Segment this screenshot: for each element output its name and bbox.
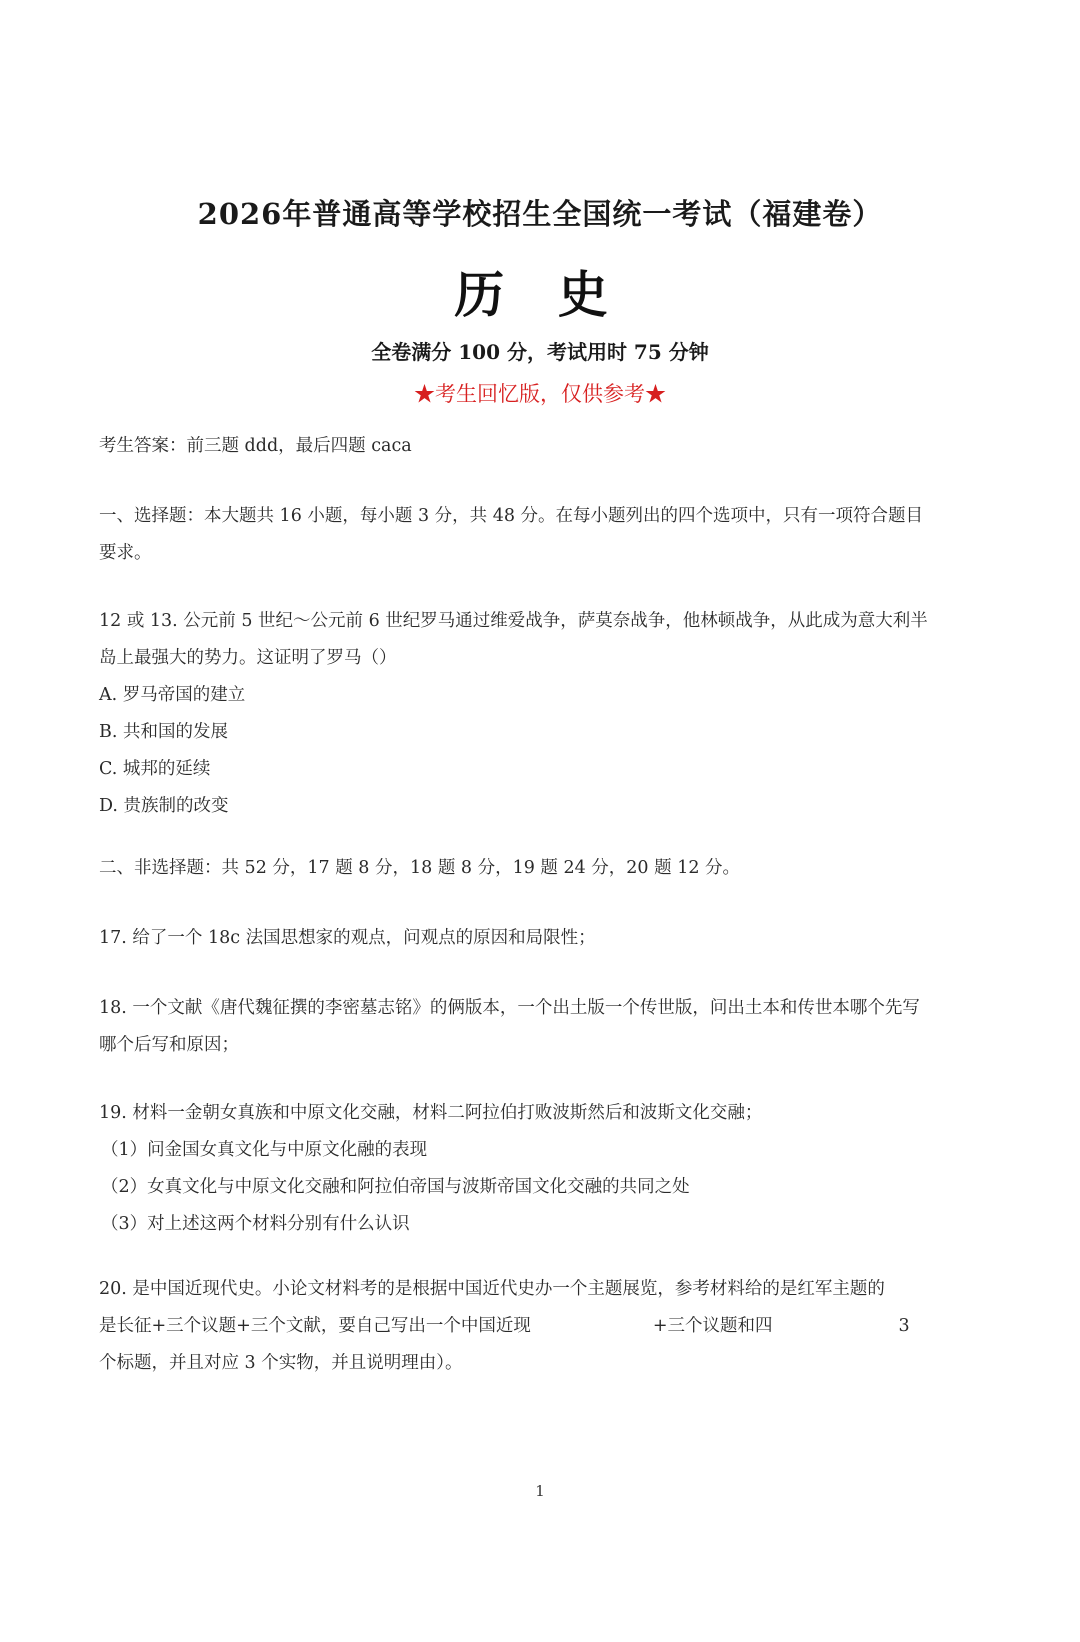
option-b: B. 共和国的发展 xyxy=(99,722,228,742)
exam-title: 2026年普通高等学校招生全国统一考试（福建卷） xyxy=(197,197,883,231)
question-20-line-2-part-a: 是长征+三个议题+三个文献，要自己写出一个中国近现 xyxy=(99,1316,531,1336)
recall-notice: ★考生回忆版，仅供参考★ xyxy=(414,382,666,406)
question-20-line-2-part-b: +三个议题和四 xyxy=(652,1316,773,1336)
question-20 xyxy=(99,1271,989,1382)
subject-heading: 历 史 xyxy=(454,265,626,324)
question-12 xyxy=(99,603,989,825)
section-2-instructions xyxy=(99,850,989,887)
option-d: D. 贵族制的改变 xyxy=(99,796,229,816)
question-20-line-1: 20. 是中国近现代史。小论文材料考的是根据中国近代史办一个主题展览，参考材料给的是红军主题的 xyxy=(99,1279,885,1299)
question-12-stem-line-2: 岛上最强大的势力。这证明了罗马（） xyxy=(99,648,397,668)
section-1-line-1: 一、选择题：本大题共 16 小题，每小题 3 分，共 48 分。在每小题列出的四个选项中，只有一项符合题目 xyxy=(99,506,924,526)
question-12-stem-line-1: 12 或 13. 公元前 5 世纪～公元前 6 世纪罗马通过维爱战争，萨莫奈战争，他林顿战争，从此成为意大利半 xyxy=(99,611,928,631)
obscured-region xyxy=(773,1316,899,1338)
question-17-text: 17. 给了一个 18c 法国思想家的观点，问观点的原因和局限性； xyxy=(99,928,596,948)
question-19-part-2: （2）女真文化与中原文化交融和阿拉伯帝国与波斯帝国文化交融的共同之处 xyxy=(101,1177,690,1197)
question-20-line-3: 个标题，并且对应 3 个实物，并且说明理由）。 xyxy=(99,1353,463,1373)
question-19-part-1: （1）问金国女真文化与中原文化融的表现 xyxy=(101,1140,428,1160)
question-18 xyxy=(99,990,989,1064)
question-19-stem: 19. 材料一金朝女真族和中原文化交融，材料二阿拉伯打败波斯然后和波斯文化交融； xyxy=(99,1103,763,1123)
question-19-part-3: （3）对上述这两个材料分别有什么认识 xyxy=(101,1214,410,1234)
section-2-line: 二、非选择题：共 52 分，17 题 8 分，18 题 8 分，19 题 24 分，20 题 12 分。 xyxy=(99,858,741,878)
section-1-line-2: 要求。 xyxy=(99,543,152,563)
option-a: A. 罗马帝国的建立 xyxy=(99,685,246,705)
option-c: C. 城邦的延续 xyxy=(99,759,211,779)
section-1-instructions xyxy=(99,498,989,572)
question-20-line-2-part-c: 3 xyxy=(898,1316,910,1336)
exam-meta: 全卷满分 100 分，考试用时 75 分钟 xyxy=(371,340,709,364)
page-number: 1 xyxy=(535,1482,545,1500)
answers-note: 考生答案：前三题 ddd，最后四题 caca xyxy=(99,436,412,456)
question-19 xyxy=(99,1095,989,1243)
question-18-line-2: 哪个后写和原因； xyxy=(99,1035,239,1055)
question-20-line-2 xyxy=(99,1308,989,1345)
question-17 xyxy=(99,920,989,957)
question-18-line-1: 18. 一个文献《唐代魏征撰的李密墓志铭》的俩版本，一个出土版一个传世版，问出土本和传世本哪个先写 xyxy=(99,998,920,1018)
answers-note-block xyxy=(99,428,989,465)
obscured-region xyxy=(531,1316,653,1338)
